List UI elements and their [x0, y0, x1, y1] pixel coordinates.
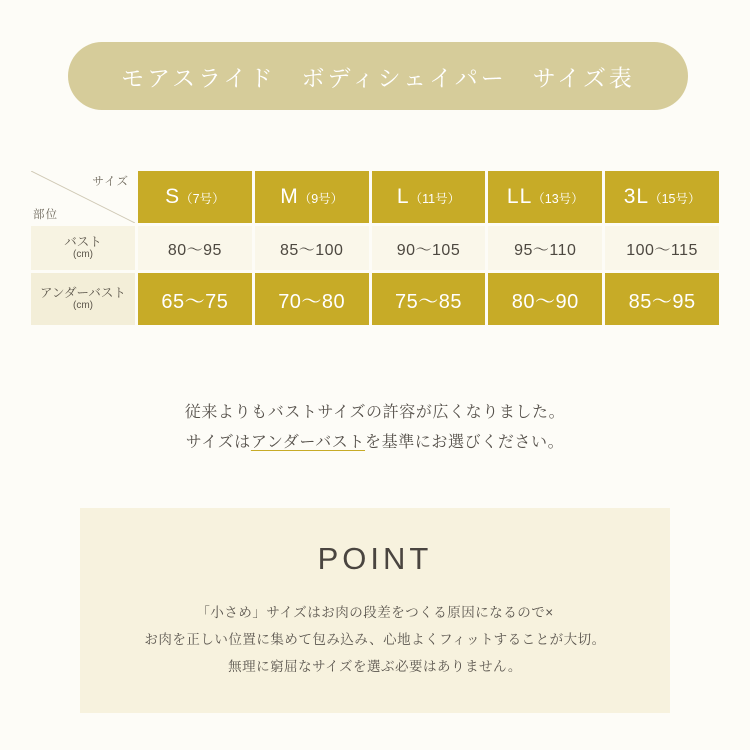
point-line-3: 無理に窮屈なサイズを選ぶ必要はありません。 — [228, 659, 522, 674]
point-line-2: お肉を正しい位置に集めて包み込み、心地よくフィットすることが大切。 — [144, 632, 606, 647]
point-box — [80, 508, 670, 713]
column-header-s-suffix: （7号） — [180, 192, 225, 206]
size-note-line-2-post: を基準にお選びください。 — [365, 433, 565, 451]
corner-part-label: 部位 — [33, 209, 58, 221]
row-label-bust-unit: (cm) — [73, 249, 93, 261]
row-label-underbust-unit: (cm) — [73, 300, 93, 312]
column-header-ll — [488, 171, 602, 223]
cell-bust-m: 85〜100 — [255, 226, 369, 270]
cell-underbust-ll: 80〜90 — [488, 273, 602, 325]
size-note-line-2-pre: サイズは — [185, 433, 251, 451]
cell-bust-ll: 95〜110 — [488, 226, 602, 270]
cell-bust-3l: 100〜115 — [605, 226, 719, 270]
size-note — [0, 398, 750, 457]
size-note-line-1: 従来よりもバストサイズの許容が広くなりました。 — [184, 404, 566, 421]
column-header-m — [255, 171, 369, 223]
row-label-underbust-text: アンダーバスト — [40, 286, 126, 301]
cell-underbust-m: 70〜80 — [255, 273, 369, 325]
table-corner-cell — [31, 171, 135, 223]
point-body — [144, 599, 605, 680]
column-header-m-suffix: （9号） — [298, 192, 344, 206]
size-note-underline: アンダーバスト — [250, 433, 366, 451]
size-table — [28, 168, 722, 328]
column-header-3l — [605, 171, 719, 223]
column-header-ll-suffix: （13号） — [532, 192, 584, 206]
row-label-underbust — [31, 273, 135, 325]
cell-underbust-s: 65〜75 — [138, 273, 252, 325]
column-header-l-name: L — [396, 185, 410, 208]
cell-bust-l: 90〜105 — [372, 226, 486, 270]
point-heading: POINT — [317, 541, 433, 576]
column-header-s-name: S — [165, 185, 181, 208]
page-title: モアスライド ボディシェイパー サイズ表 — [121, 64, 635, 91]
column-header-s — [138, 171, 252, 223]
cell-underbust-3l: 85〜95 — [605, 273, 719, 325]
cell-underbust-l: 75〜85 — [372, 273, 486, 325]
table-header-row — [31, 171, 719, 223]
table-row — [31, 226, 719, 270]
column-header-l — [372, 171, 486, 223]
row-label-bust-text: バスト — [64, 235, 102, 250]
column-header-3l-suffix: （15号） — [649, 192, 701, 206]
title-banner — [68, 42, 688, 110]
column-header-ll-name: LL — [506, 185, 533, 208]
column-header-m-name: M — [280, 185, 299, 208]
cell-bust-s: 80〜95 — [138, 226, 252, 270]
row-label-bust — [31, 226, 135, 270]
column-header-l-suffix: （11号） — [409, 192, 461, 206]
point-line-1: 「小さめ」サイズはお肉の段差をつくる原因になるので× — [196, 605, 554, 620]
size-note-line-2 — [0, 428, 750, 458]
column-header-3l-name: 3L — [623, 185, 650, 208]
table-row — [31, 273, 719, 325]
size-table-wrapper — [28, 168, 722, 328]
corner-size-label: サイズ — [92, 176, 129, 188]
